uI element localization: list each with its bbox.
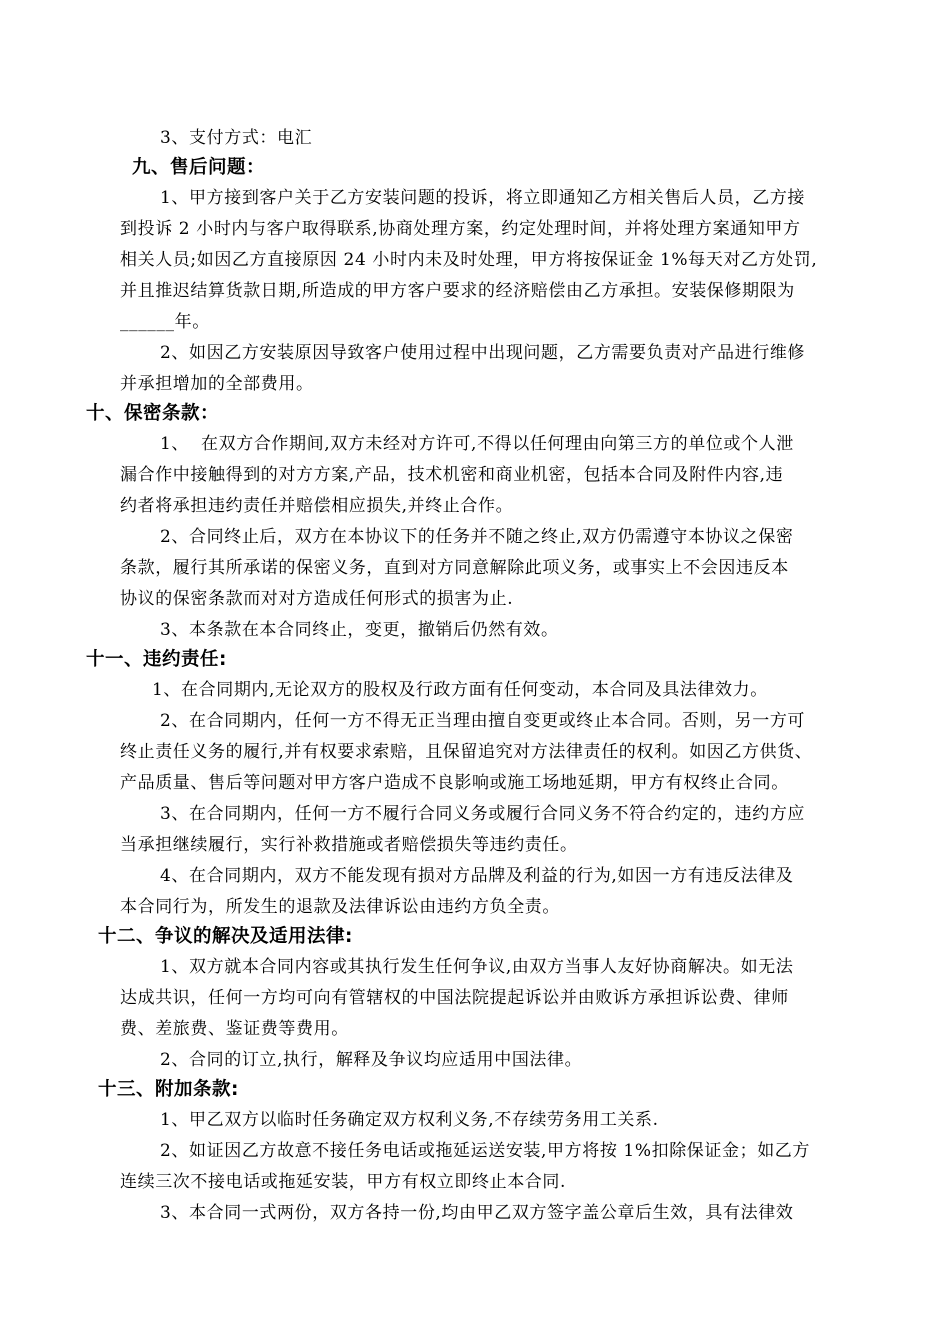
section-12-p1-line3: 费、差旅费、鉴证费等费用。 <box>120 1019 349 1039</box>
payment-method: 3、支付方式：电汇 <box>160 128 313 148</box>
section-11-p2-line2: 终止责任义务的履行,并有权要求索赔，且保留追究对方法律责任的权利。如因乙方供货、 <box>120 742 813 762</box>
section-13-p2-line1: 2、如证因乙方故意不接任务电话或拖延运送安装,甲方将按 1%扣除保证金；如乙方 <box>160 1141 810 1161</box>
section-11-p3-line2: 当承担继续履行，实行补救措施或者赔偿损失等违约责任。 <box>120 835 578 855</box>
section-10-p1-line2: 漏合作中接触得到的对方方案,产品，技术机密和商业机密，包括本合同及附件内容,违 <box>120 465 784 485</box>
section-9-p1-line1: 1、甲方接到客户关于乙方安装问题的投诉，将立即通知乙方相关售后人员，乙方接 <box>160 188 806 208</box>
section-11-title: 十一、违约责任: <box>86 649 227 670</box>
section-9-p2-line1: 2、如因乙方安装原因导致客户使用过程中出现问题，乙方需要负责对产品进行维修 <box>160 343 806 363</box>
section-10-p1-line3: 约者将承担违约责任并赔偿相应损失,并终止合作。 <box>120 496 514 516</box>
section-13-p1: 1、甲乙双方以临时任务确定双方权利义务,不存续劳务用工关系. <box>160 1110 659 1130</box>
section-9-p1-line5: ______年。 <box>120 312 210 332</box>
section-10-p1-line1: 1、 在双方合作期间,双方未经对方许可,不得以任何理由向第三方的单位或个人泄 <box>160 434 794 454</box>
section-11-p4-line2: 本合同行为，所发生的退款及法律诉讼由违约方负全责。 <box>120 897 560 917</box>
section-13-p2-line2: 连续三次不接电话或拖延安装，甲方有权立即终止本合同. <box>120 1172 567 1192</box>
section-11-p2-line3: 产品质量、售后等问题对甲方客户造成不良影响或施工场地延期，甲方有权终止合同。 <box>120 773 789 793</box>
section-10-p2-line3: 协议的保密条款而对对方造成任何形式的损害为止. <box>120 589 514 609</box>
section-13-p3: 3、本合同一式两份，双方各持一份,均由甲乙双方签字盖公章后生效，具有法律效 <box>160 1203 794 1223</box>
section-13-title: 十三、附加条款: <box>98 1079 239 1100</box>
section-9-title: 九、售后问题： <box>132 157 266 178</box>
section-11-p4-line1: 4、在合同期内，双方不能发现有损对方品牌及利益的行为,如因一方有违反法律及 <box>160 866 794 886</box>
section-11-p1: 1、在合同期内,无论双方的股权及行政方面有任何变动，本合同及具法律效力。 <box>152 680 768 700</box>
section-12-p1-line1: 1、双方就本合同内容或其执行发生任何争议,由双方当事人友好协商解决。如无法 <box>160 957 794 977</box>
section-12-p2: 2、合同的订立,执行，解释及争议均应适用中国法律。 <box>160 1050 583 1070</box>
section-12-p1-line2: 达成共识，任何一方均可向有管辖权的中国法院提起诉讼并由败诉方承担诉讼费、律师 <box>120 988 789 1008</box>
section-10-p3: 3、本条款在本合同终止，变更，撤销后仍然有效。 <box>160 620 559 640</box>
section-10-p2-line1: 2、合同终止后，双方在本协议下的任务并不随之终止,双方仍需遵守本协议之保密 <box>160 527 794 547</box>
section-10-p2-line2: 条款，履行其所承诺的保密义务，直到对方同意解除此项义务，或事实上不会因违反本 <box>120 558 789 578</box>
section-9-p1-line2: 到投诉 2 小时内与客户取得联系,协商处理方案，约定处理时间，并将处理方案通知甲方 <box>120 219 801 239</box>
section-12-title: 十二、争议的解决及适用法律: <box>98 926 353 947</box>
section-10-title: 十、保密条款： <box>86 403 220 424</box>
section-11-p2-line1: 2、在合同期内，任何一方不得无正当理由擅自变更或终止本合同。否则，另一方可 <box>160 711 806 731</box>
section-9-p1-line3: 相关人员;如因乙方直接原因 24 小时内未及时处理，甲方将按保证金 1%每天对乙方处罚, <box>120 250 818 270</box>
section-9-p1-line4: 并且推迟结算货款日期,所造成的甲方客户要求的经济赔偿由乙方承担。安装保修期限为 <box>120 281 795 301</box>
section-11-p3-line1: 3、在合同期内，任何一方不履行合同义务或履行合同义务不符合约定的，违约方应 <box>160 804 806 824</box>
section-9-p2-line2: 并承担增加的全部费用。 <box>120 374 314 394</box>
